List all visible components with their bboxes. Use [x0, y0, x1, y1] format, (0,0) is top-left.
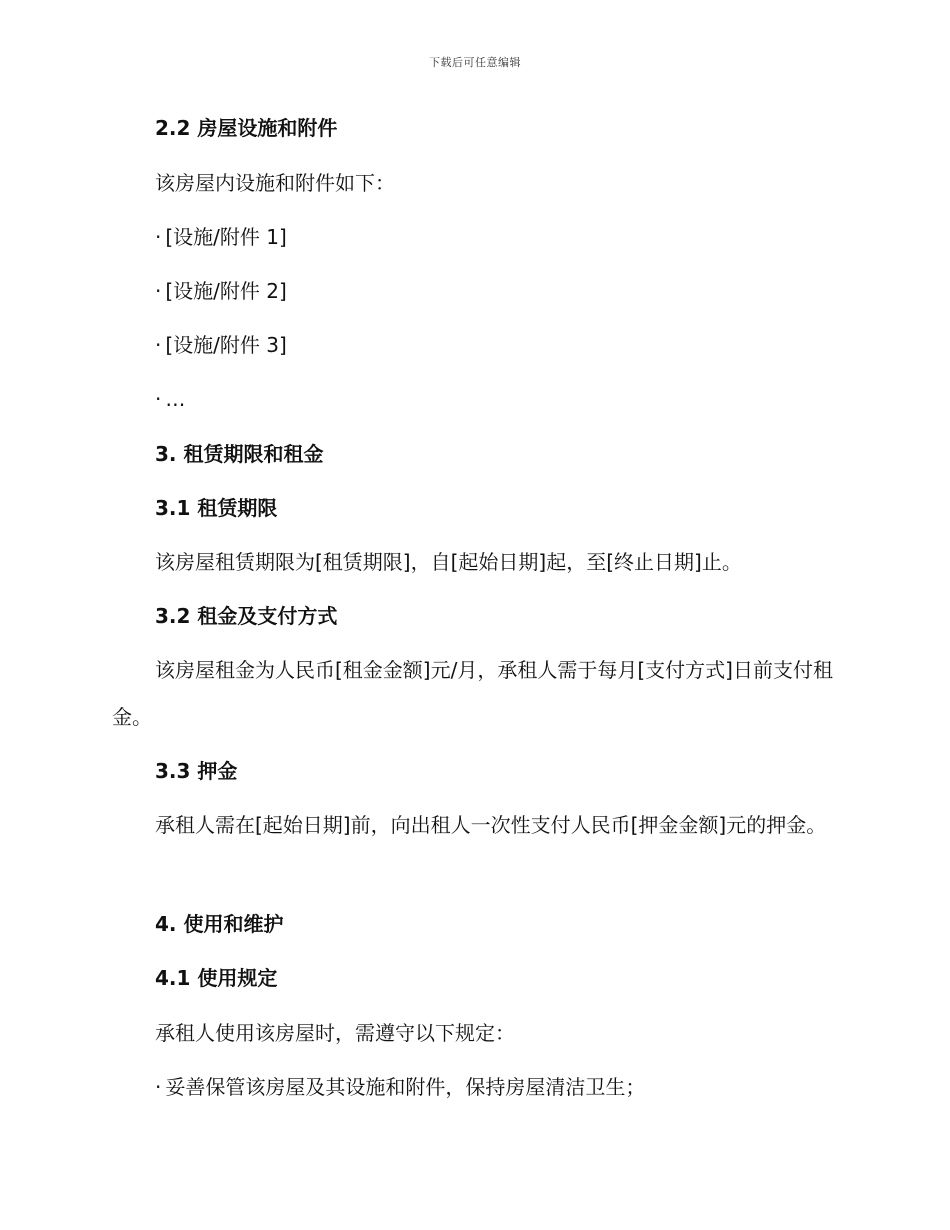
section-2-2-intro: 该房屋内设施和附件如下： [155, 171, 395, 195]
section-4-1-title: 4.1 使用规定 [155, 966, 278, 990]
list-item-text: [设施/附件 2] [165, 279, 287, 303]
section-4-1-intro: 承租人使用该房屋时，需遵守以下规定： [155, 1021, 515, 1045]
section-4-title: 4. 使用和维护 [155, 912, 284, 936]
section-3-title: 3. 租赁期限和租金 [155, 442, 324, 466]
header-note: 下载后可任意编辑 [429, 56, 521, 69]
section-3-2-title: 3.2 租金及支付方式 [155, 604, 338, 628]
list-item-text: [设施/附件 3] [165, 333, 287, 357]
list-item-text: … [165, 387, 186, 411]
bullet-icon: · [155, 1075, 162, 1099]
list-item [155, 386, 185, 412]
bullet-icon: · [155, 279, 162, 303]
bullet-icon: · [155, 225, 162, 249]
section-3-3-title: 3.3 押金 [155, 759, 238, 783]
bullet-icon: · [155, 333, 162, 357]
list-item-text: 妥善保管该房屋及其设施和附件，保持房屋清洁卫生； [165, 1075, 646, 1099]
section-3-2-text: 该房屋租金为人民币[租金金额]元/月，承租人需于每月[支付方式]日前支付租金。 [112, 658, 833, 729]
section-3-1-text: 该房屋租赁期限为[租赁期限]，自[起始日期]起，至[终止日期]止。 [155, 550, 742, 574]
list-item [155, 332, 287, 358]
list-item [155, 278, 287, 304]
list-item [155, 224, 287, 250]
section-3-3-text: 承租人需在[起始日期]前，向出租人一次性支付人民币[押金金额]元的押金。 [155, 813, 827, 837]
section-2-2-title: 2.2 房屋设施和附件 [155, 116, 338, 140]
list-item-text: [设施/附件 1] [165, 225, 287, 249]
section-3-1-title: 3.1 租赁期限 [155, 496, 278, 520]
list-item [155, 1074, 645, 1100]
bullet-icon: · [155, 387, 162, 411]
